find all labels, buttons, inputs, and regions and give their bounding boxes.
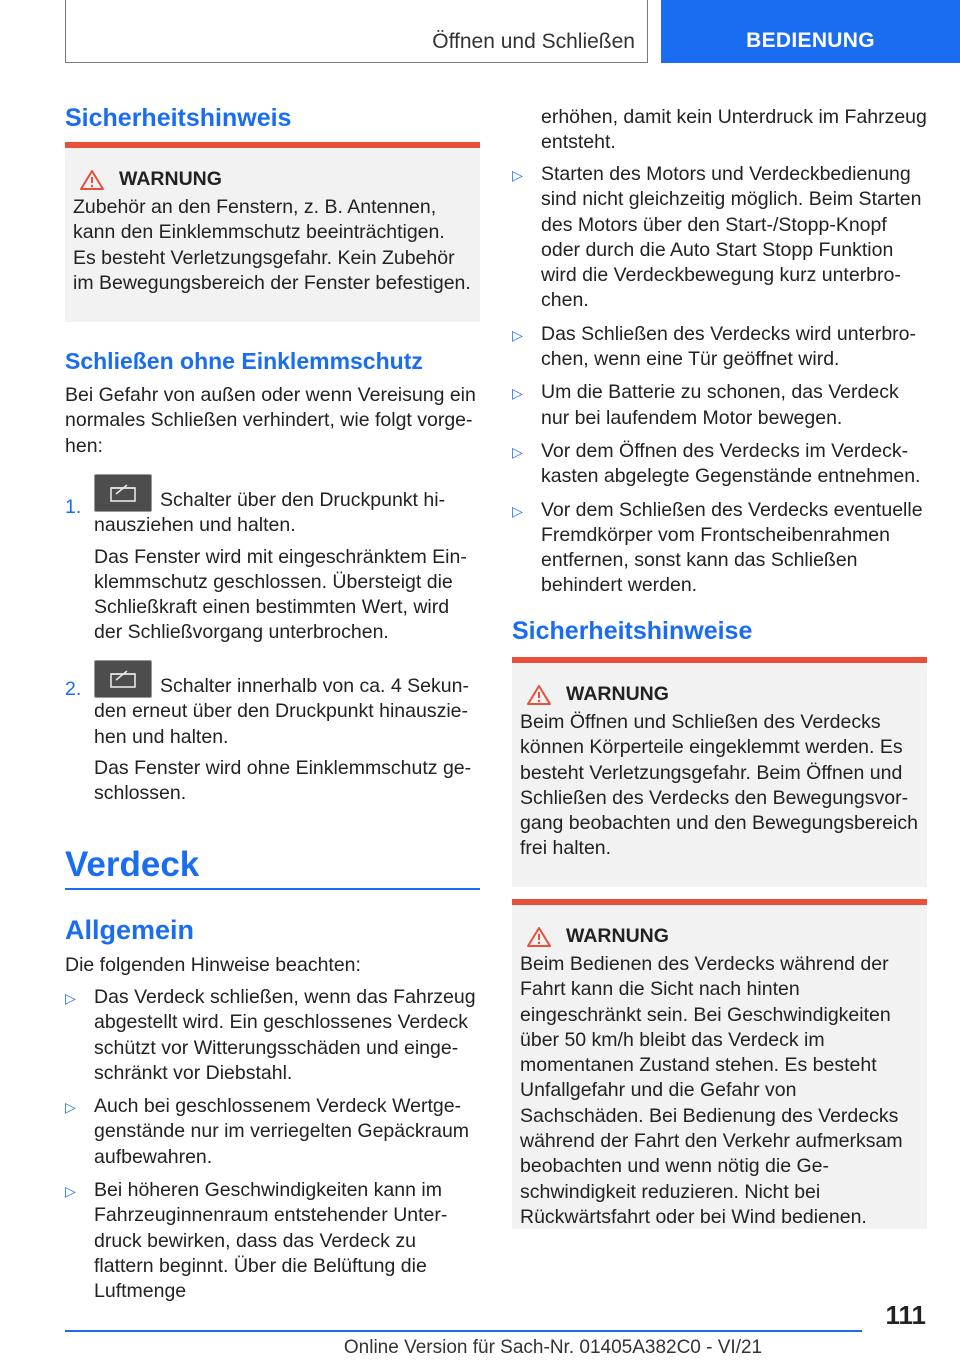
heading-rule bbox=[65, 888, 480, 890]
safety-heading-left: Sicherheitshinweis bbox=[65, 104, 292, 132]
warning-title: WARNUNG bbox=[119, 168, 222, 190]
warning-triangle-icon bbox=[79, 169, 105, 191]
warning-text: Beim Öffnen und Schließen des Verdecks können Körperteile eingeklemmt werden. Es besteht Verletzungsgefahr. Beim Öffnen und Schließen des Verdecks den Bewegungsvorgang beobachten und den Bewegungsbereich frei halten. bbox=[520, 711, 918, 860]
warning-box-driving bbox=[512, 899, 927, 1229]
step-body bbox=[94, 660, 480, 806]
warning-box-windows bbox=[65, 142, 480, 322]
list-item: ▷ Bei höheren Geschwindigkeiten kann im Fahrzeuginnenraum entstehender Unterdruck bewirken, dass das Verdeck zu flattern beginnt. Über die Belüftung die Luftmenge bbox=[65, 1179, 448, 1303]
warning-text: Beim Bedienen des Verdecks während der Fahrt kann die Sicht nach hinten eingeschränkt sein. Bei Geschwindigkeiten über 50 km/h bleibt das Verdeck im momentanen Zustand stehen. Es besteht Unfallgefahr und die Gefahr von Sachschäden. Bei Bedienung des Verdecks während der Fahrt den Verkehr aufmerksam beobachten und wenn nötig die Geschwindigkeit reduzieren. Nicht bei Rückwärtsfahrt oder bei Wind bedienen. bbox=[520, 953, 903, 1228]
warning-box-pinch bbox=[512, 657, 927, 887]
triangle-bullet-icon: ▷ bbox=[65, 1099, 76, 1116]
verdeck-heading: Verdeck bbox=[65, 845, 200, 884]
window-switch-icon bbox=[94, 660, 152, 698]
triangle-bullet-icon: ▷ bbox=[65, 1183, 76, 1200]
step-number: 1. bbox=[65, 496, 82, 518]
list-item: ▷ Auch bei geschlossenem Verdeck Wertgegenstände nur im verriegelten Gepäckraum aufbewahren. bbox=[65, 1095, 470, 1168]
header-chapter-tab[interactable]: BEDIENUNG bbox=[661, 0, 960, 63]
step-number: 2. bbox=[65, 678, 82, 700]
closing-intro: Bei Gefahr von außen oder wenn Vereisung ein normales Schließen verhindert, wie folgt vorgehen: bbox=[65, 384, 476, 457]
safety-heading-right: Sicherheitshinweise bbox=[512, 617, 753, 645]
step-instruction bbox=[94, 660, 480, 750]
warning-triangle-icon bbox=[526, 926, 552, 948]
page-number: 111 bbox=[885, 1300, 926, 1330]
step-text: Schalter über den Druckpunkt hinausziehen und halten. bbox=[94, 489, 446, 537]
triangle-bullet-icon: ▷ bbox=[512, 385, 523, 402]
list-item: ▷ Starten des Motors und Verdeckbedienung sind nicht gleichzeitig möglich. Beim Starten des Motors über den Start-/Stopp-Knopf oder durch die Auto Start Stopp Funktion wird die Verdeckbewegung kurz unterbrochen. bbox=[512, 163, 922, 312]
continuation-text: erhöhen, damit kein Unterdruck im Fahrzeug entsteht. bbox=[541, 106, 927, 154]
general-intro: Die folgenden Hinweise beachten: bbox=[65, 954, 361, 976]
step-subtext: Das Fenster wird mit eingeschränktem Einklemmschutz geschlossen. Übersteigt die Schließkraft einen bestimmten Wert, wird der Schließvorgang unterbrochen. bbox=[94, 545, 467, 644]
triangle-bullet-icon: ▷ bbox=[65, 990, 76, 1006]
general-heading: Allgemein bbox=[65, 915, 195, 945]
triangle-bullet-icon: ▷ bbox=[512, 326, 523, 343]
header-section-title: Öffnen und Schließen bbox=[432, 30, 635, 53]
window-switch-icon bbox=[94, 474, 152, 512]
step-text: Schalter innerhalb von ca. 4 Sekunden erneut über den Druckpunkt hinausziehen und halten. bbox=[94, 675, 469, 748]
warning-header bbox=[79, 168, 472, 191]
list-item: ▷ Vor dem Öffnen des Verdecks im Verdeckkasten abgelegte Gegenstände entnehmen. bbox=[512, 439, 921, 488]
list-item: ▷ Das Verdeck schließen, wenn das Fahrzeug abgestellt wird. Ein geschlossenes Verdeck schützt vor Witterungsschäden und eingeschränkt vor Diebstahl. bbox=[65, 986, 476, 1084]
step-subtext: Das Fenster wird ohne Einklemmschutz geschlossen. bbox=[94, 756, 472, 805]
triangle-bullet-icon: ▷ bbox=[512, 167, 523, 183]
warning-triangle-icon bbox=[526, 684, 552, 706]
list-item: ▷ Vor dem Schließen des Verdecks eventuelle Fremdkörper vom Frontscheibenrahmen entfernen, sonst kann das Schließen behindert werden. bbox=[512, 498, 923, 597]
step-instruction bbox=[94, 474, 480, 539]
header-section-box bbox=[65, 0, 648, 63]
warning-header bbox=[526, 925, 919, 948]
list-item: ▷ Um die Batterie zu schonen, das Verdeck nur bei laufendem Motor bewegen. bbox=[512, 381, 899, 429]
warning-title: WARNUNG bbox=[566, 925, 669, 947]
verdeck-bullets bbox=[512, 162, 927, 607]
triangle-bullet-icon: ▷ bbox=[512, 502, 523, 519]
general-bullets bbox=[65, 985, 480, 1313]
step-body bbox=[94, 474, 480, 646]
list-item: ▷ Das Schließen des Verdecks wird unterbrochen, wenn eine Tür geöffnet wird. bbox=[512, 322, 917, 371]
warning-text: Zubehör an den Fenstern, z. B. Antennen, kann den Einklemmschutz beeinträchtigen. Es besteht Verletzungsgefahr. Kein Zubehör im Bewegungsbereich der Fenster befestigen. bbox=[73, 196, 471, 294]
triangle-bullet-icon: ▷ bbox=[512, 443, 523, 460]
warning-header bbox=[526, 683, 919, 706]
footer-rule bbox=[65, 1330, 862, 1332]
warning-title: WARNUNG bbox=[566, 683, 669, 705]
closing-heading: Schließen ohne Einklemmschutz bbox=[65, 348, 423, 374]
footer-text: Online Version für Sach-Nr. 01405A382C0 - VI/21 bbox=[343, 1337, 763, 1358]
